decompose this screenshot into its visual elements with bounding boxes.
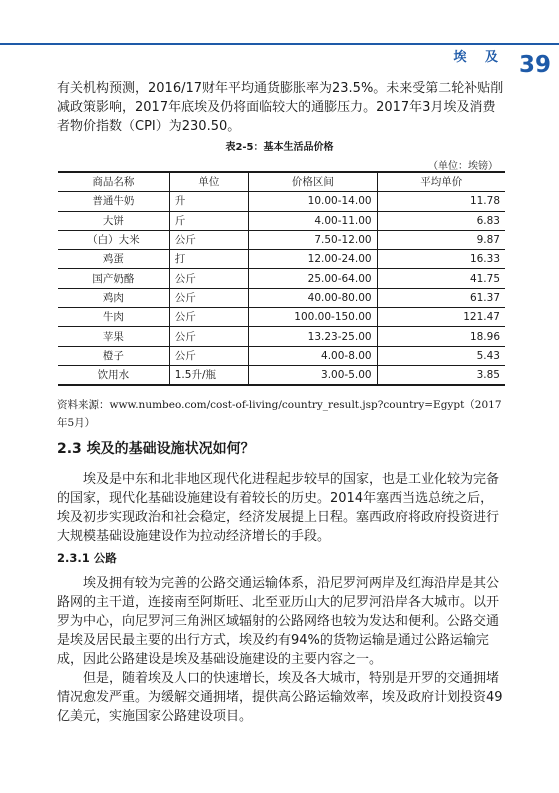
price-range-cell: 10.00-14.00 — [249, 192, 378, 211]
average-price-cell: 11.78 — [377, 192, 505, 211]
subsection-heading: 2.3.1 公路 — [57, 551, 117, 565]
price-range-cell: 13.23-25.00 — [249, 327, 378, 346]
item-unit-cell: 打 — [169, 250, 248, 269]
body-paragraph: 埃及拥有较为完善的公路交通运输体系，沿尼罗河两岸及红海沿岸是其公路网的主干道，连接南至阿斯旺、北至亚历山大的尼罗河沿岸各大城市。以开罗为中心，向尼罗河三角洲区域辐射的公路网络也较为发达和便利。公路交通是埃及居民最主要的出行方式，埃及约有94%的货物运输是通过公路运输完成，因此公路建设是埃及基础设施建设的主要内容之一。 — [57, 576, 500, 667]
header-cell: 单位 — [169, 172, 248, 192]
running-header: 埃 及 — [453, 50, 505, 65]
item-name-cell: 鸡肉 — [58, 288, 169, 307]
item-unit-cell: 1.5升/瓶 — [169, 365, 248, 385]
item-unit-cell: 公斤 — [169, 230, 248, 249]
item-unit-cell: 升 — [169, 192, 248, 211]
header-cell: 价格区间 — [249, 172, 378, 192]
item-name-cell: 鸡蛋 — [58, 250, 169, 269]
table-row — [58, 346, 505, 365]
source-note: 资料来源：www.numbeo.com/cost-of-living/country_result.jsp?country=Egypt（2017年5月） — [57, 399, 502, 429]
average-price-cell: 16.33 — [377, 250, 505, 269]
price-range-cell: 25.00-64.00 — [249, 269, 378, 288]
header-cell: 平均单价 — [377, 172, 505, 192]
table-row — [58, 192, 505, 211]
table-row — [58, 327, 505, 346]
item-unit-cell: 公斤 — [169, 269, 248, 288]
average-price-cell: 61.37 — [377, 288, 505, 307]
item-name-cell: 橙子 — [58, 346, 169, 365]
table-row — [58, 211, 505, 230]
table-row — [58, 230, 505, 249]
item-unit-cell: 公斤 — [169, 308, 248, 327]
average-price-cell: 9.87 — [377, 230, 505, 249]
table-row — [58, 250, 505, 269]
average-price-cell: 121.47 — [377, 308, 505, 327]
price-range-cell: 40.00-80.00 — [249, 288, 378, 307]
price-range-cell: 12.00-24.00 — [249, 250, 378, 269]
item-name-cell: 饮用水 — [58, 365, 169, 385]
item-name-cell: 牛肉 — [58, 308, 169, 327]
table-unit: （单位：埃镑） — [428, 161, 498, 172]
page-number: 39 — [518, 52, 551, 78]
price-range-cell: 4.00-11.00 — [249, 211, 378, 230]
table-title: 表2-5：基本生活品价格 — [225, 142, 334, 153]
price-range-cell: 100.00-150.00 — [249, 308, 378, 327]
average-price-cell: 18.96 — [377, 327, 505, 346]
average-price-cell: 41.75 — [377, 269, 505, 288]
average-price-cell: 5.43 — [377, 346, 505, 365]
body-paragraph: 埃及是中东和北非地区现代化进程起步较早的国家，也是工业化较为完备的国家，现代化基础设施建设有着较长的历史。2014年塞西当选总统之后，埃及初步实现政治和社会稳定，经济发展提上日程。塞西政府将政府投资进行大规模基础设施建设作为拉动经济增长的手段。 — [57, 472, 500, 544]
item-name-cell: 苹果 — [58, 327, 169, 346]
item-unit-cell: 公斤 — [169, 288, 248, 307]
body-paragraph: 但是，随着埃及人口的快速增长，埃及各大城市，特别是开罗的交通拥堵情况愈发严重。为缓解交通拥堵，提供高公路运输效率，埃及政府计划投资49亿美元，实施国家公路建设项目。 — [57, 671, 503, 724]
item-unit-cell: 公斤 — [169, 346, 248, 365]
price-range-cell: 7.50-12.00 — [249, 230, 378, 249]
section-heading: 2.3 埃及的基础设施状况如何？ — [57, 441, 255, 457]
table-row — [58, 365, 505, 385]
table-header-row — [58, 172, 505, 192]
item-unit-cell: 斤 — [169, 211, 248, 230]
intro-paragraph: 有关机构预测，2016/17财年平均通货膨胀率为23.5%。未来受第二轮补贴削减政策影响，2017年底埃及仍将面临较大的通膨压力。2017年3月埃及消费者物价指数（CPI）为230.50。 — [57, 81, 504, 134]
table-row — [58, 269, 505, 288]
average-price-cell: 6.83 — [377, 211, 505, 230]
item-name-cell: （白）大米 — [58, 230, 169, 249]
item-unit-cell: 公斤 — [169, 327, 248, 346]
header-rule — [0, 43, 559, 45]
item-name-cell: 国产奶酪 — [58, 269, 169, 288]
price-range-cell: 4.00-8.00 — [249, 346, 378, 365]
table-row — [58, 288, 505, 307]
item-name-cell: 普通牛奶 — [58, 192, 169, 211]
price-range-cell: 3.00-5.00 — [249, 365, 378, 385]
price-table — [58, 171, 505, 386]
item-name-cell: 大饼 — [58, 211, 169, 230]
table-row — [58, 308, 505, 327]
average-price-cell: 3.85 — [377, 365, 505, 385]
header-cell: 商品名称 — [58, 172, 169, 192]
